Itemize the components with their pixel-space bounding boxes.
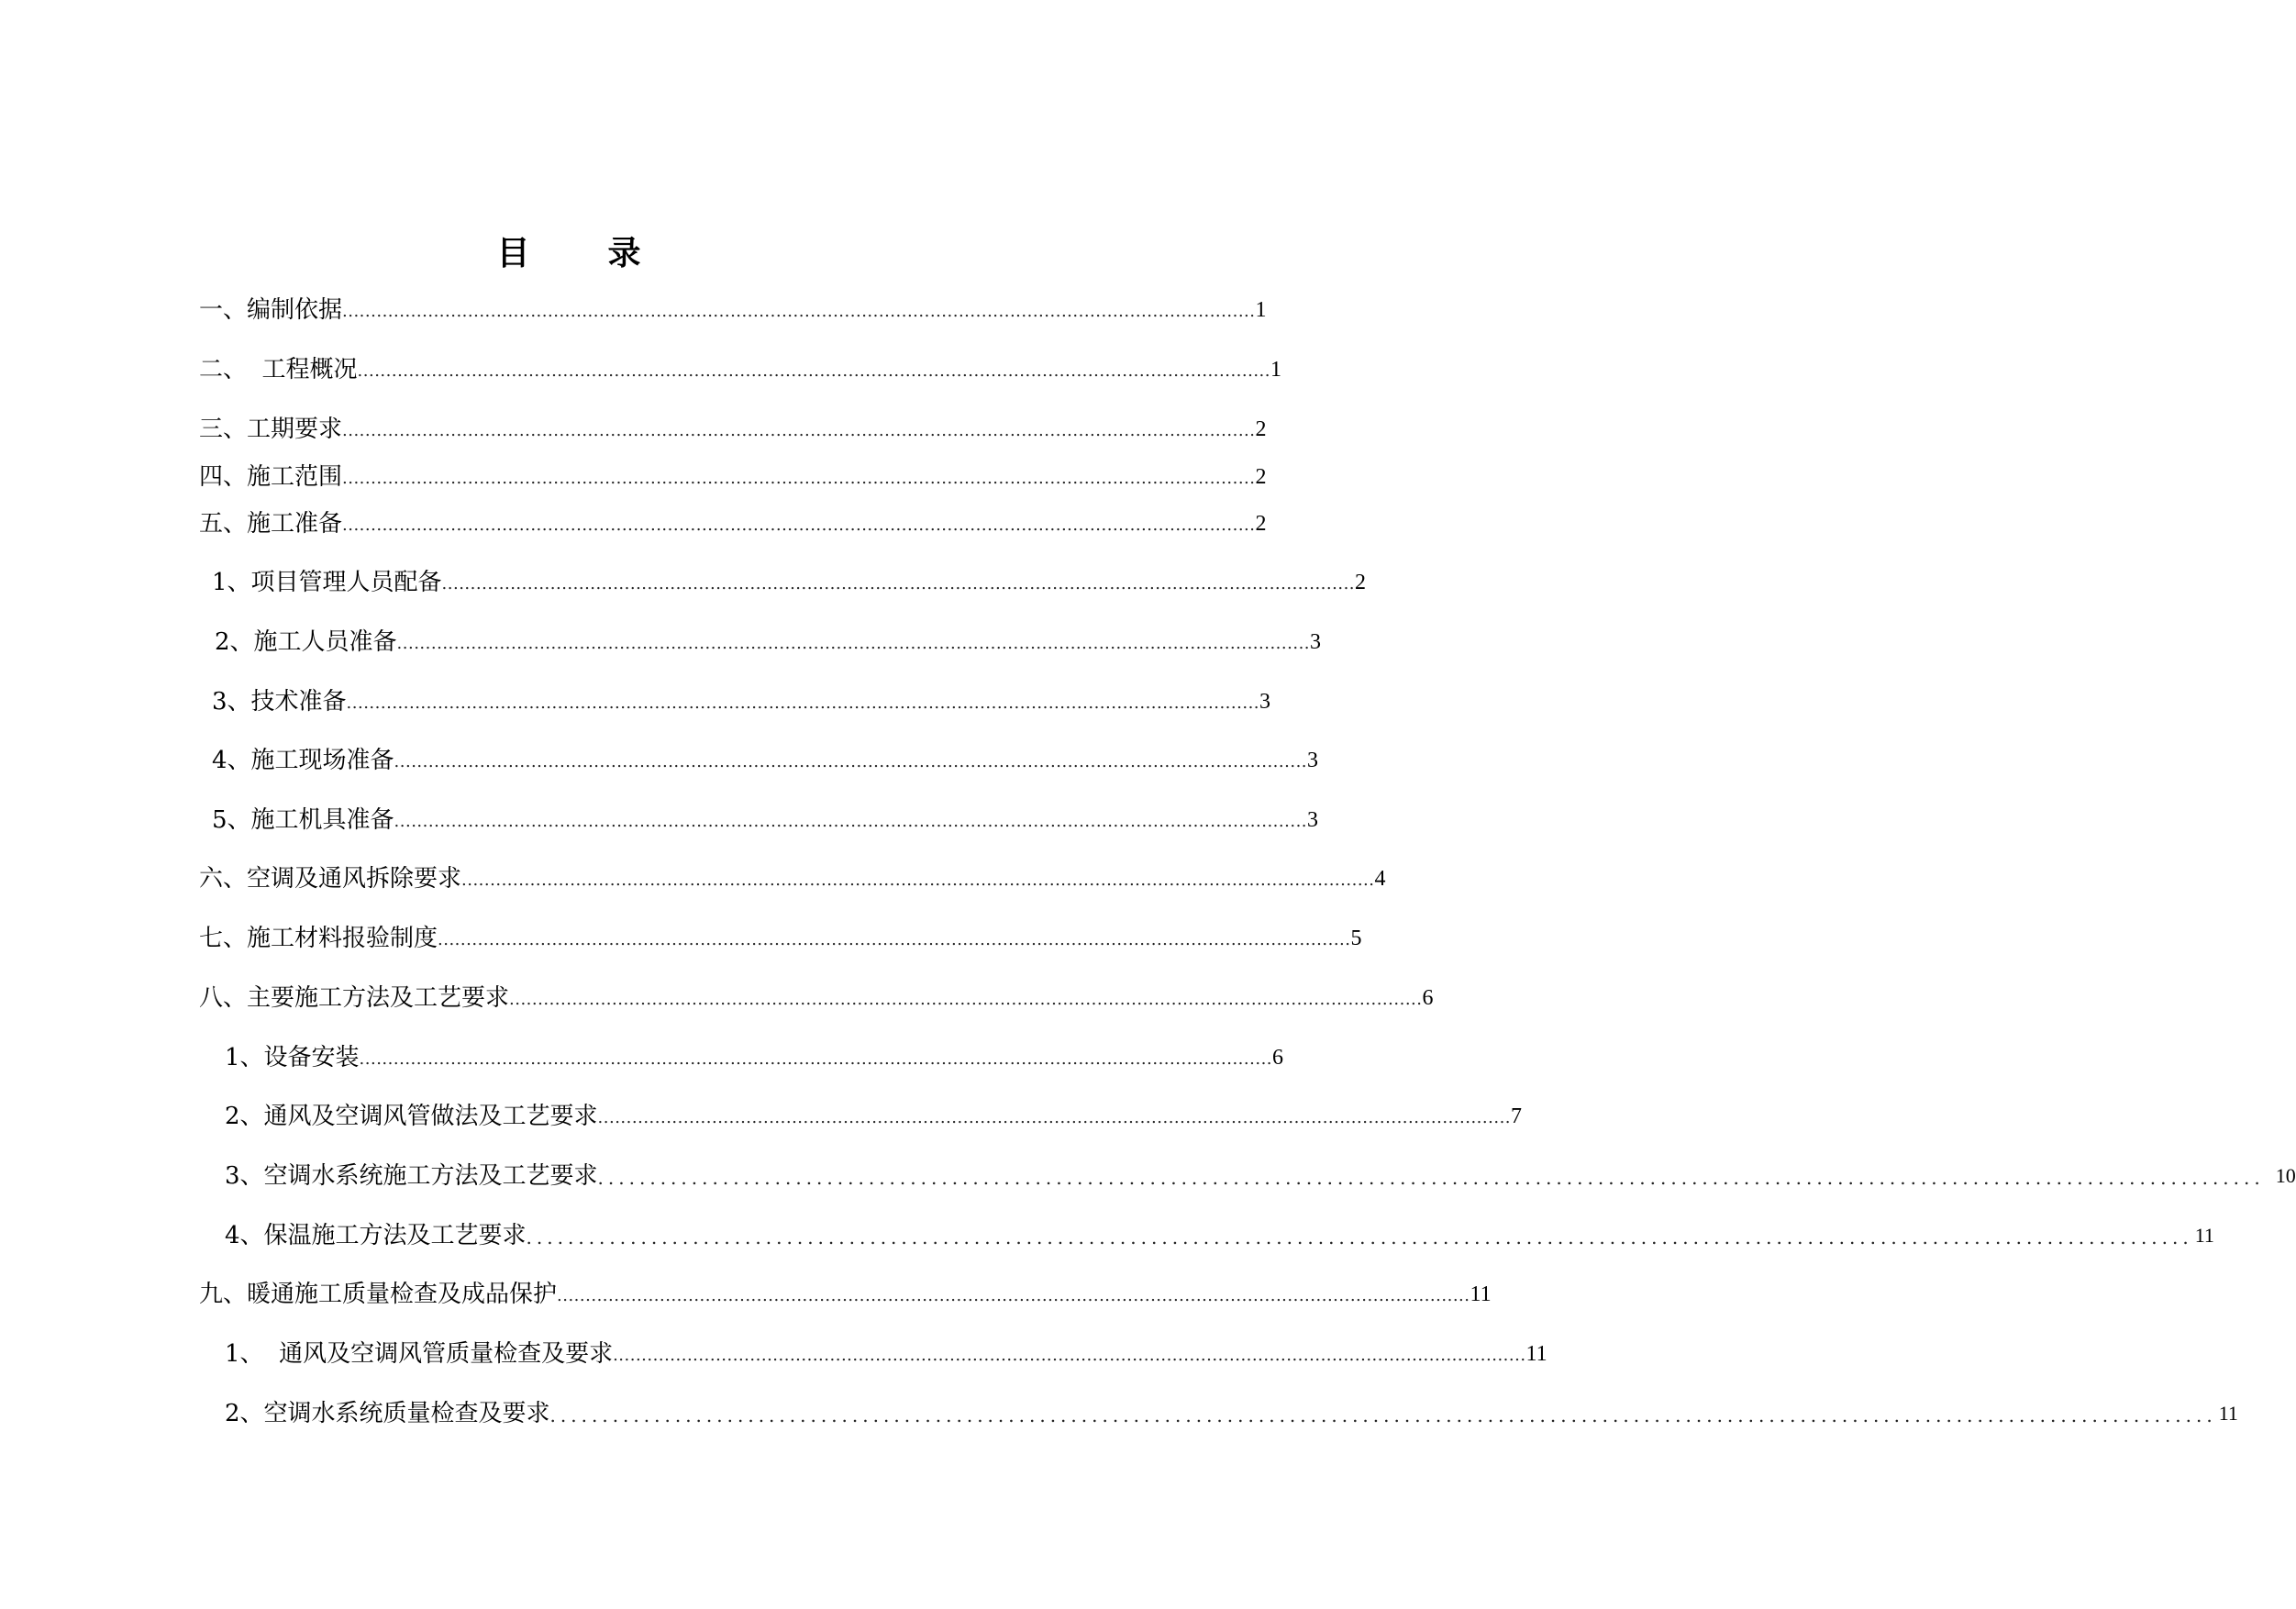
toc-entry-page: 3 <box>1310 630 1322 654</box>
toc-entry-label: 2、通风及空调风管做法及工艺要求 <box>225 1103 598 1130</box>
toc-entry-15[interactable] <box>225 1095 1523 1132</box>
toc-leader-dots: ................................................................................................................................................................ <box>597 1167 2265 1189</box>
toc-leader-dots: ................................................................................................................................................................ <box>394 752 1308 771</box>
toc-entry-label: 八、主要施工方法及工艺要求 <box>199 984 510 1012</box>
toc-entry-18[interactable] <box>199 1273 1492 1310</box>
toc-entry-8[interactable] <box>212 681 1271 717</box>
toc-entry-page: 3 <box>1307 749 1319 772</box>
toc-entry-17[interactable] <box>225 1215 2214 1251</box>
toc-entry-label: 七、施工材料报验制度 <box>199 925 438 952</box>
toc-entry-label: 九、暖通施工质量检查及成品保护 <box>199 1281 558 1308</box>
toc-leader-dots: ................................................................................................................................................................ <box>342 302 1256 321</box>
toc-entry-19[interactable] <box>225 1333 1547 1370</box>
toc-entry-label: 六、空调及通风拆除要求 <box>199 865 462 893</box>
toc-entry-11[interactable] <box>199 858 1386 894</box>
toc-entry-page: 11 <box>1525 1342 1547 1366</box>
toc-leader-dots: ................................................................................................................................................................ <box>526 1226 2193 1248</box>
toc-entry-10[interactable] <box>212 799 1319 836</box>
toc-entry-3[interactable] <box>199 408 1267 445</box>
title-char-2: 录 <box>607 234 642 272</box>
toc-leader-dots: ................................................................................................................................................................ <box>461 871 1375 890</box>
toc-entry-page: 5 <box>1350 927 1362 950</box>
toc-entry-page: 3 <box>1307 808 1319 832</box>
toc-entry-20[interactable] <box>225 1393 2238 1429</box>
toc-entry-page: 6 <box>1272 1046 1284 1070</box>
toc-entry-page: 1 <box>1255 298 1267 322</box>
toc-entry-12[interactable] <box>199 917 1362 954</box>
toc-entry-label: 2、施工人员准备 <box>215 628 397 656</box>
toc-leader-dots: ................................................................................................................................................................ <box>441 574 1356 594</box>
toc-entry-page: 11 <box>1470 1282 1492 1306</box>
title-char-1: 目 <box>496 234 531 272</box>
page-title <box>0 231 1138 275</box>
toc-entry-label: 4、施工现场准备 <box>212 747 394 774</box>
toc-entry-page: 3 <box>1259 690 1271 714</box>
toc-entry-label: 2、空调水系统质量检查及要求 <box>225 1400 550 1427</box>
toc-leader-dots: ................................................................................................................................................................ <box>346 694 1260 713</box>
toc-entry-label: 3、空调水系统施工方法及工艺要求 <box>225 1162 598 1190</box>
toc-leader-dots: ................................................................................................................................................................ <box>357 361 1270 381</box>
toc-entry-page: 11 <box>2218 1402 2238 1425</box>
toc-entry-14[interactable] <box>225 1037 1284 1073</box>
toc-leader-dots: ................................................................................................................................................................ <box>394 812 1308 831</box>
toc-leader-dots: ................................................................................................................................................................ <box>342 516 1256 535</box>
toc-entry-label: 4、保温施工方法及工艺要求 <box>225 1222 527 1249</box>
toc-entry-page: 2 <box>1255 417 1267 441</box>
toc-leader-dots: ................................................................................................................................................................ <box>359 1049 1273 1069</box>
toc-entry-4[interactable] <box>199 456 1267 493</box>
toc-leader-dots: ................................................................................................................................................................ <box>549 1404 2217 1426</box>
toc-entry-13[interactable] <box>199 977 1434 1014</box>
toc-entry-page: 7 <box>1511 1104 1523 1128</box>
toc-entry-label: 一、编制依据 <box>199 296 343 324</box>
toc-entry-label: 5、施工机具准备 <box>212 806 394 834</box>
toc-entry-page: 4 <box>1374 867 1386 891</box>
toc-entry-label: 1、设备安装 <box>225 1044 360 1071</box>
toc-leader-dots: ................................................................................................................................................................ <box>438 930 1351 949</box>
toc-entry-label: 1、 通风及空调风管质量检查及要求 <box>225 1340 614 1368</box>
toc-entry-16[interactable] <box>225 1155 2296 1192</box>
toc-entry-page: 1 <box>1270 358 1281 382</box>
toc-entry-5[interactable] <box>199 503 1267 539</box>
toc-entry-page: 10 <box>2275 1164 2296 1187</box>
toc-entry-7[interactable] <box>215 621 1322 658</box>
toc-entry-page: 6 <box>1422 986 1434 1010</box>
toc-entry-label: 1、项目管理人员配备 <box>212 569 442 596</box>
toc-entry-label: 三、工期要求 <box>199 416 343 443</box>
toc-entry-2[interactable] <box>199 349 1281 385</box>
toc-entry-label: 二、 工程概况 <box>199 356 358 383</box>
toc-entry-page: 2 <box>1255 512 1267 536</box>
toc-leader-dots: ................................................................................................................................................................ <box>342 469 1256 488</box>
toc-entry-page: 2 <box>1355 571 1367 594</box>
toc-entry-9[interactable] <box>212 739 1319 776</box>
toc-leader-dots: ................................................................................................................................................................ <box>396 634 1311 653</box>
toc-leader-dots: ................................................................................................................................................................ <box>613 1346 1526 1365</box>
toc-entry-label: 五、施工准备 <box>199 510 343 538</box>
toc-entry-label: 四、施工范围 <box>199 463 343 491</box>
toc-entry-label: 3、技术准备 <box>212 688 347 716</box>
toc-leader-dots: ................................................................................................................................................................ <box>509 990 1423 1009</box>
toc-leader-dots: ................................................................................................................................................................ <box>597 1108 1512 1127</box>
toc-entry-page: 2 <box>1255 465 1267 489</box>
toc-entry-page: 11 <box>2194 1224 2214 1247</box>
toc-leader-dots: ................................................................................................................................................................ <box>557 1286 1470 1305</box>
toc-entry-6[interactable] <box>212 561 1367 598</box>
toc-leader-dots: ................................................................................................................................................................ <box>342 421 1256 440</box>
toc-entry-1[interactable] <box>199 289 1267 326</box>
